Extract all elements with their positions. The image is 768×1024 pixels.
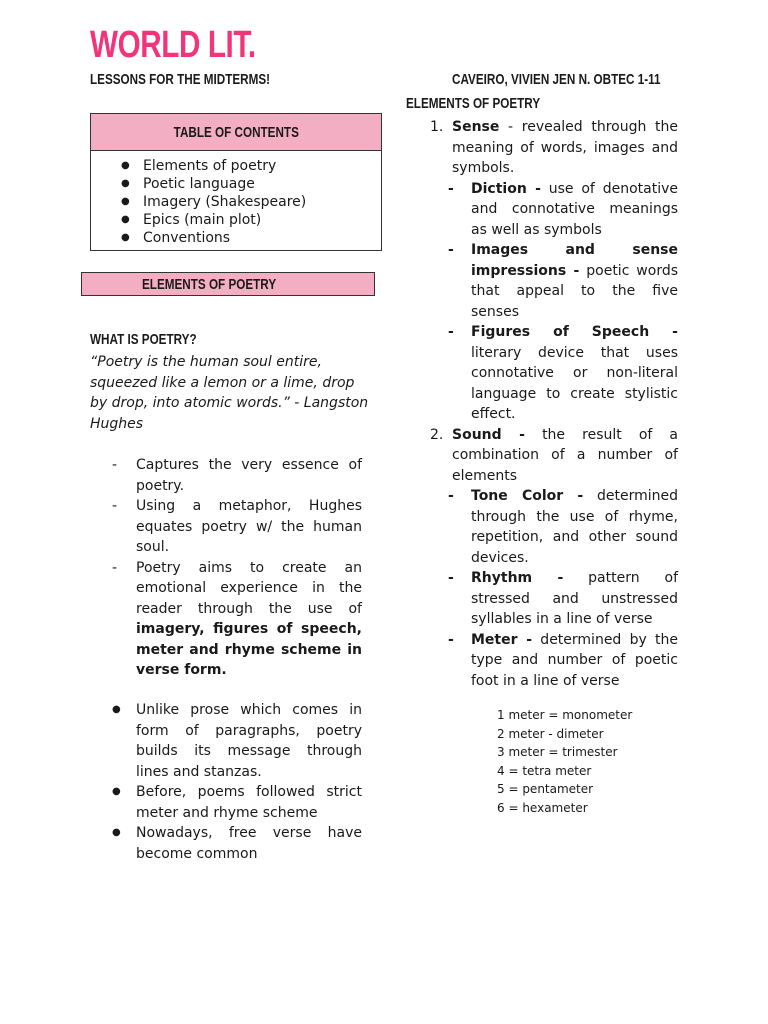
list-item: ● Nowadays, free verse have become common [112,823,362,864]
dash-marker: - [448,488,454,504]
numbered-item-sound [426,425,678,487]
meter-item: 3 meter = trimester [497,745,618,759]
section-banner: ELEMENTS OF POETRY [81,272,375,296]
sub-term: Figures of Speech - [471,324,678,340]
table-of-contents [90,113,382,251]
right-section-heading: ELEMENTS OF POETRY [406,95,541,112]
question-heading: WHAT IS POETRY? [90,331,197,348]
sub-item [448,630,679,692]
elements-list [426,117,678,817]
sub-item [448,240,679,322]
page-title: WORLD LIT. [90,24,256,66]
item-text: Poetry aims to create an emotional experience in the reader through the use of [136,559,362,617]
toc-item: ● Conventions [121,229,381,247]
sub-desc: literary device that uses connotative or non-literal language to create stylistic effect. [471,344,678,422]
sub-term: Tone Color - [471,488,584,504]
meter-item: 5 = pentameter [497,782,594,796]
dash-list [112,455,362,681]
dash-marker: - [448,631,454,648]
toc-list [91,157,381,247]
sub-desc: pattern of stressed and unstressed syllables in a line of verse [471,570,678,627]
list-item [112,558,362,681]
item-number: 2. [430,426,444,443]
item-desc: - revealed through the meaning of words, images and symbols. [452,119,678,176]
item-number: 1. [430,119,444,135]
sub-desc: determined by the type and number of poetic foot in a line of verse [471,631,679,689]
toc-item: ● Poetic language [121,175,381,193]
meter-item: 2 meter - dimeter [497,726,604,741]
hughes-quote: “Poetry is the human soul entire, squeezed like a lemon or a lime, drop by drop, into atomic words.” - Langston Hughes [90,354,369,432]
list-item: - Captures the very essence of poetry. [112,455,362,496]
dash-marker: - [448,570,454,586]
meter-item: 1 meter = monometer [497,708,633,722]
sub-term: Meter - [471,631,533,648]
toc-heading: TABLE OF CONTENTS [91,114,381,151]
toc-item: ● Epics (main plot) [121,211,381,229]
meter-list [497,706,678,817]
sub-item [448,568,678,630]
sub-item [448,322,678,425]
meter-item: 4 = tetra meter [497,763,592,778]
sub-desc: determined through the use of rhyme, repetition, and other sound devices. [471,488,678,566]
sense-sub-list [426,179,678,425]
dash-marker: - [448,324,454,340]
meter-item: 6 = hexameter [497,800,588,815]
sub-item [448,486,678,568]
sub-desc: poetic words that appeal to the five senses [471,262,679,320]
item-term: Sound - [452,426,525,443]
list-item: ● Before, poems followed strict meter and rhyme scheme [112,782,362,823]
author-line: CAVEIRO, VIVIEN JEN N. OBTEC 1-11 [452,71,661,88]
sub-desc: use of denotative and connotative meanings as well as symbols [471,180,678,238]
item-bold-text: imagery, figures of speech, meter and rhyme scheme in verse form. [136,621,362,678]
sub-term: Rhythm - [471,570,564,586]
item-term: Sense [452,119,500,135]
sub-item [448,179,678,241]
sound-sub-list [426,486,678,691]
list-item: ● Unlike prose which comes in form of paragraphs, poetry builds its message through lines and stanzas. [112,700,362,782]
numbered-item-sense [426,117,678,179]
bullet-list [112,700,362,864]
sub-term: Images and sense impressions - [471,242,678,279]
list-item: - Using a metaphor, Hughes equates poetry w/ the human soul. [112,496,362,558]
toc-item: ● Imagery (Shakespeare) [121,193,381,211]
sub-term: Diction - [471,180,541,197]
page-subtitle: LESSONS FOR THE MIDTERMS! [90,71,271,88]
toc-item: ● Elements of poetry [121,157,381,175]
dash-marker: - [448,180,454,197]
item-desc: the result of a combination of a number of elements [452,426,678,484]
dash-marker: - [448,242,454,258]
